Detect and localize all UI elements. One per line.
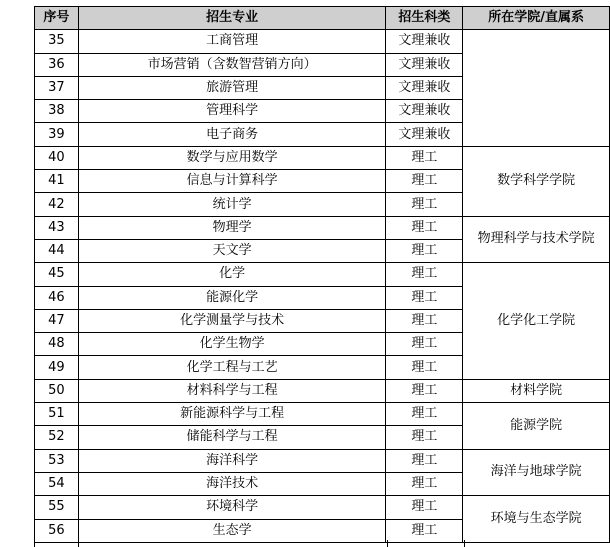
- table-header-row: [35, 7, 610, 30]
- cell-no: 44: [35, 239, 79, 262]
- cell-type: 理工: [386, 333, 463, 356]
- table-row: [35, 263, 610, 286]
- cell-no: 38: [35, 100, 79, 123]
- cell-college: [463, 30, 610, 146]
- cell-no: 49: [35, 356, 79, 379]
- cell-major: 物理学: [78, 216, 386, 239]
- cell-college: 化学化工学院: [463, 263, 610, 379]
- cell-type: 理工: [386, 286, 463, 309]
- cell-college: 材料学院: [463, 379, 610, 402]
- cell-major: 化学工程与工艺: [78, 356, 386, 379]
- table-row: [35, 379, 610, 402]
- cell-major: 化学生物学: [78, 333, 386, 356]
- cell-major: 生态学: [78, 519, 386, 542]
- cell-no: 36: [35, 53, 79, 76]
- table-row: [35, 449, 610, 472]
- next-row-fragment: [34, 540, 610, 547]
- cell-no: 43: [35, 216, 79, 239]
- table-body: [35, 30, 610, 543]
- cell-no: 50: [35, 379, 79, 402]
- cell-type: 理工: [386, 170, 463, 193]
- header-college: 所在学院/直属系: [463, 7, 610, 30]
- cell-major: 能源化学: [78, 286, 386, 309]
- cell-no: 45: [35, 263, 79, 286]
- table-row: [35, 216, 610, 239]
- cell-type: 理工: [386, 426, 463, 449]
- cell-major: 信息与计算科学: [78, 170, 386, 193]
- cell-no: 53: [35, 449, 79, 472]
- cell-major: 旅游管理: [78, 76, 386, 99]
- cell-major: 化学: [78, 263, 386, 286]
- cell-no: 46: [35, 286, 79, 309]
- cell-no: 55: [35, 496, 79, 519]
- cell-type: 理工: [386, 309, 463, 332]
- cell-type: 文理兼收: [386, 76, 463, 99]
- cell-type: 理工: [386, 472, 463, 495]
- cell-major: 海洋技术: [78, 472, 386, 495]
- cell-major: 材料科学与工程: [78, 379, 386, 402]
- cell-no: 39: [35, 123, 79, 146]
- cell-major: 数学与应用数学: [78, 146, 386, 169]
- cell-type: 文理兼收: [386, 100, 463, 123]
- cell-major: 工商管理: [78, 30, 386, 53]
- cell-type: 理工: [386, 449, 463, 472]
- cell-type: 理工: [386, 403, 463, 426]
- cell-type: 理工: [386, 216, 463, 239]
- cell-college: 物理科学与技术学院: [463, 216, 610, 263]
- table-row: [35, 403, 610, 426]
- cell-major: 市场营销（含数智营销方向）: [78, 53, 386, 76]
- cell-no: 56: [35, 519, 79, 542]
- cell-major: 新能源科学与工程: [78, 403, 386, 426]
- table-row: [35, 146, 610, 169]
- header-major: 招生专业: [78, 7, 386, 30]
- cell-major: 海洋科学: [78, 449, 386, 472]
- cell-type: 理工: [386, 379, 463, 402]
- cell-major: 化学测量学与技术: [78, 309, 386, 332]
- cell-college: 海洋与地球学院: [463, 449, 610, 496]
- cell-college: 数学科学学院: [463, 146, 610, 216]
- cell-no: 51: [35, 403, 79, 426]
- cell-major: 天文学: [78, 239, 386, 262]
- cell-type: 文理兼收: [386, 30, 463, 53]
- header-type: 招生科类: [386, 7, 463, 30]
- cell-type: 理工: [386, 239, 463, 262]
- cell-type: 理工: [386, 193, 463, 216]
- cell-college: 能源学院: [463, 403, 610, 450]
- table-row: [35, 496, 610, 519]
- cell-no: 42: [35, 193, 79, 216]
- cell-major: 统计学: [78, 193, 386, 216]
- cell-no: 52: [35, 426, 79, 449]
- header-no: 序号: [35, 7, 79, 30]
- cell-major: 电子商务: [78, 123, 386, 146]
- cell-type: 理工: [386, 146, 463, 169]
- cell-no: 54: [35, 472, 79, 495]
- cell-no: 41: [35, 170, 79, 193]
- cell-major: 环境科学: [78, 496, 386, 519]
- cell-type: 理工: [386, 496, 463, 519]
- cell-type: 文理兼收: [386, 123, 463, 146]
- cell-college: 环境与生态学院: [463, 496, 610, 543]
- cell-no: 47: [35, 309, 79, 332]
- cell-no: 37: [35, 76, 79, 99]
- cell-no: 40: [35, 146, 79, 169]
- table-row: [35, 30, 610, 53]
- cell-no: 35: [35, 30, 79, 53]
- cell-type: 理工: [386, 263, 463, 286]
- cell-no: 48: [35, 333, 79, 356]
- admissions-table-container: [34, 6, 610, 543]
- cell-type: 文理兼收: [386, 53, 463, 76]
- cell-major: 储能科学与工程: [78, 426, 386, 449]
- admissions-table: [34, 6, 610, 543]
- cell-major: 管理科学: [78, 100, 386, 123]
- cell-type: 理工: [386, 519, 463, 542]
- cell-type: 理工: [386, 356, 463, 379]
